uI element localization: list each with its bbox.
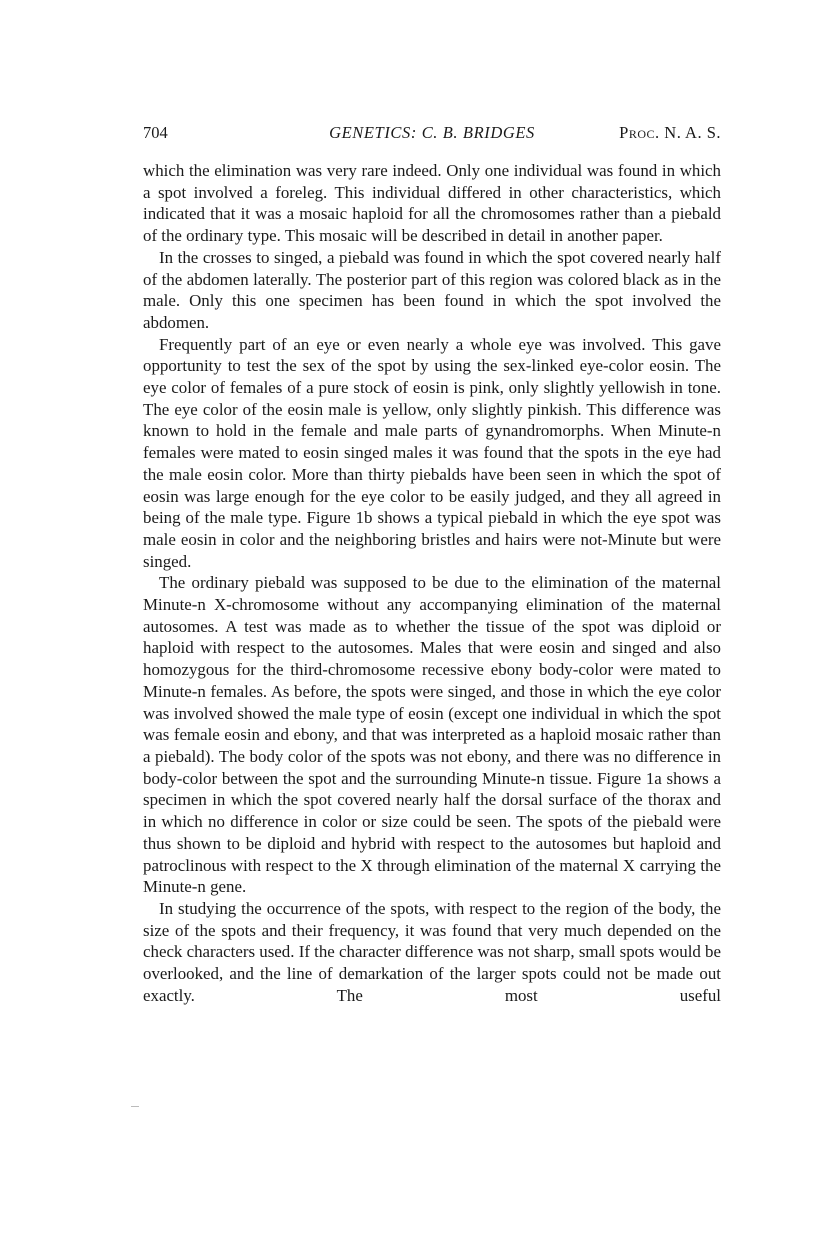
journal-name: Proc. N. A. S. <box>619 123 721 142</box>
margin-mark <box>131 1106 139 1107</box>
paragraph-2: In the crosses to singed, a piebald was found in which the spot covered nearly half of the abdomen laterally. The posterior part of this region was colored black as in the male. Only this one specimen has been found in which the spot involved the abdomen. <box>143 247 721 332</box>
paragraph-5: In studying the occurrence of the spots, with respect to the region of the body, the size of the spots and their frequency, it was found that very much depended on the check characters used. If the character difference was not sharp, small spots would be overlooked, and the line of demarkation of the larger spots could not be made out exactly. The most useful <box>143 898 721 1005</box>
running-title: GENETICS: C. B. BRIDGES <box>329 123 535 142</box>
page-header <box>143 123 721 145</box>
article-body <box>143 160 721 1006</box>
paragraph-1: which the elimination was very rare indeed. Only one individual was found in which a spot involved a foreleg. This individual differed in other characteristics, which indicated that it was a mosaic haploid for all the chromosomes rather than a piebald of the ordinary type. This mosaic will be described in detail in another paper. <box>143 161 721 246</box>
page-number: 704 <box>143 123 168 142</box>
paragraph-4: The ordinary piebald was supposed to be due to the elimination of the maternal Minute-n X-chromosome without any accompanying elimination of the maternal autosomes. A test was made as to whether the tissue of the spot was diploid or haploid with respect to the autosomes. Males that were eosin and singed and also homozygous for the third-chromosome recessive ebony body-color were mated to Minute-n females. As before, the spots were singed, and those in which the eye color was involved showed the male type of eosin (except one individual in which the spot was female eosin and ebony, and that was interpreted as a haploid mosaic rather than a piebald). The body color of the spots was not ebony, and there was no difference in body-color between the spot and the surrounding Minute-n tissue. Figure 1a shows a specimen in which the spot covered nearly half the dorsal surface of the thorax and in which no difference in color or size could be seen. The spots of the piebald were thus shown to be diploid and hybrid with respect to the autosomes but haploid and patroclinous with respect to the X through elimination of the maternal X carrying the Minute-n gene. <box>143 573 721 897</box>
paragraph-3: Frequently part of an eye or even nearly a whole eye was involved. This gave opportunity to test the sex of the spot by using the sex-linked eye-color eosin. The eye color of females of a pure stock of eosin is pink, only slightly yellowish in tone. The eye color of the eosin male is yellow, only slightly pinkish. This difference was known to hold in the female and male parts of gynandromorphs. When Minute-n females were mated to eosin singed males it was found that the spots in the eye had the male eosin color. More than thirty piebalds have been seen in which the spot of eosin was large enough for the eye color to be easily judged, and they all agreed in being of the male type. Figure 1b shows a typical piebald in which the eye spot was male eosin in color and the neighboring bristles and hairs were not-Minute but were singed. <box>143 334 721 571</box>
